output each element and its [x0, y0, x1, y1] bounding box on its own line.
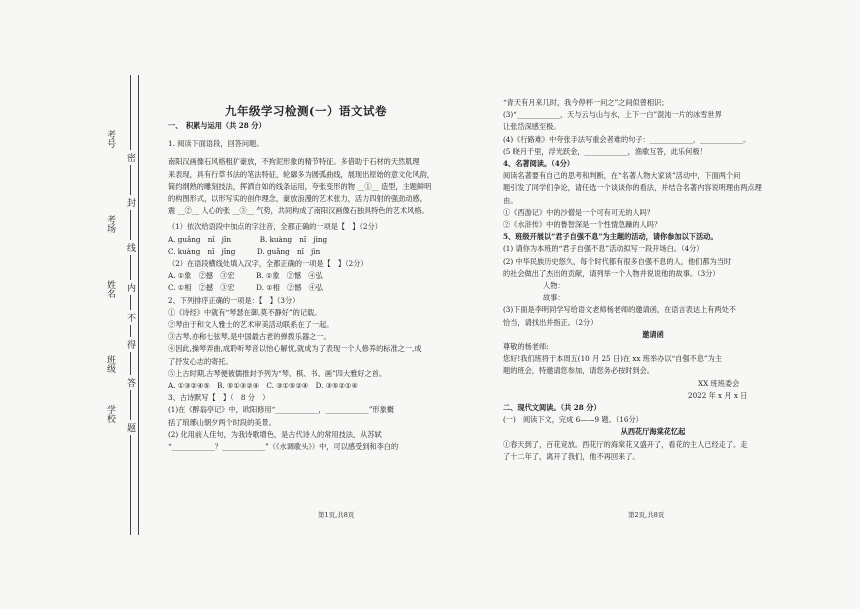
sentence-line: 了抒发心志的寄托。 [168, 356, 233, 366]
binding-line [130, 75, 131, 535]
binding-char: 内 [127, 280, 136, 295]
question-line: 恰当，请找出并指正。（2分） [503, 317, 598, 327]
question-line: ①《西游记》中的沙僧是一个可有可无的人吗？ [503, 207, 654, 217]
sentence-line: ④因此,操琴弄曲,成聆听琴音以怡心解忧,就成为了表现一个人修养的标准之一,成 [168, 344, 422, 354]
binding-label: 考号 [105, 130, 115, 148]
binding-label: 学校 [105, 405, 115, 423]
question-line: (5 晓月千里，浮光跃金，____________，渔歌互答，此乐何极！ [503, 146, 707, 156]
answer-label: 故事： [543, 293, 565, 303]
binding-char: 不 [127, 310, 136, 325]
option-line: C. kuàng nǐ jǐng D. guǎng nǐ jìn [168, 246, 321, 256]
question-line: 让张岱深感至极。 [503, 122, 561, 132]
question-line: (1)在《醉翁亭记》中，欧阳修用“____________，____________”形象概 [168, 405, 394, 415]
passage-line: 南阳汉画像石风格粗犷豪放，不拘泥形象的精节特征。多借助于石材的天然肌理 [168, 157, 420, 167]
option-line: A. guǎng nǐ jǐn B. kuàng nǐ jìng [168, 234, 328, 244]
option-line: C. ①相 ②撼 ③宏 D. ①相 ②憾 ④弘 [168, 283, 323, 293]
question-line: 题引发了同学们争论，请任选一个谈谈你的看法，并结合名著内容说明理由两点理 [503, 183, 762, 193]
letter-title: 邀请函 [642, 329, 664, 339]
letter-signature: XX 班班委会 [698, 378, 740, 388]
exam-title: 九年级学习检测(一）语文试卷 [225, 104, 387, 118]
passage-line: 来表现，具有行草书法的笔法特征，轮廓多为圆弧曲线，展现出原始的意文化风韵， [168, 169, 434, 179]
question-line: (2) 化用前人佳句，为我诗歌增色，是古代诗人的常用技法，从苏轼 [168, 429, 382, 439]
binding-char: 密 [127, 150, 136, 165]
letter-line: 您好!我们班将于本周五(10 月 25 日)在 xx 班举办以“自强不息”为主 [503, 354, 722, 364]
page-footer-right: 第2页,共8页 [628, 511, 665, 519]
article-line: ①春天到了，百花竞放。西花厅的海棠花又盛开了，看花的主人已经走了。走 [503, 439, 748, 449]
sentence-line: ①《诗经》中就有“琴瑟在御,莫不静好”的记载。 [168, 307, 322, 317]
binding-label: 考场 [105, 215, 115, 233]
section-heading: 二、现代文阅读。（共 28 分） [503, 403, 601, 413]
question-line: （1）依次给语段中加点的字注音，全都正确的一项是【 】（2分） [168, 222, 382, 232]
binding-label: 班级 [105, 355, 115, 373]
question-line: (1) 请你为本班的“君子自强不息”活动拟写一段开场白。（4分） [503, 244, 704, 254]
question-heading: 5、班级开展以“君子自强不息”为主题的活动，请你参加以下活动。 [503, 232, 718, 242]
question-line: (3)下面是李明同学写给语文老师杨老师的邀请函，在语言表达上有两处不 [503, 305, 736, 315]
sentence-line: ③古琴,亦称七弦琴,是中国最古老的弹拨乐器之一。 [168, 332, 331, 342]
question-line: ②《水浒传》中的鲁智深是一个性情急躁的人吗？ [503, 220, 662, 230]
question-line: 阅读名著要有自己的思考和判断，在“名著人物大家谈”活动中，下面两个问 [503, 171, 741, 181]
letter-date: 2022 年 x 月 x 日 [688, 390, 748, 400]
question-line: 括了琅琊山朝夕两个时段的美景。 [168, 417, 276, 427]
left-column [168, 120, 488, 453]
question-line: （2）在语段横线处填入汉字，全都正确的一项是【 】（2分） [168, 259, 368, 269]
question-line: 1. 阅读下面语段，回答问题。 [168, 139, 264, 149]
option-line: A. ①象 ②撼 ③宏 B. ①象 ②憾 ④弘 [168, 271, 323, 281]
answer-label: 人物： [543, 281, 565, 291]
question-line: (一) 阅读下文，完成 6——9 题。（16分） [503, 415, 643, 425]
passage-line: 的构图形式，以形写实的创作理念，豪放浪漫的艺术张力，活力四射的强劲动感， [168, 194, 427, 204]
article-title: 从西花厅海棠花忆起 [620, 427, 686, 437]
passage-line: 简约纲熟的雕刻技法，挥洒自如的线条运用，夸张变形的物 __①__ 造型，主题鲜明 [168, 181, 432, 191]
sentence-line: ⑤上古时期,古琴便被儒推封予列为“琴、棋、书、画”四大雅好之首。 [168, 368, 387, 378]
binding-line [138, 75, 139, 535]
question-line: “____________？____________”（《水调歌头》）中，可以感受到和李白的 [168, 442, 399, 452]
question-heading: 4、名著阅读。（4分） [503, 159, 575, 169]
section-heading: 一、 积累与运用（共 28 分） [168, 121, 266, 130]
binding-margin [105, 75, 146, 535]
letter-line: 题的班会，特邀请您参加，请您务必按时到会。 [503, 366, 654, 376]
right-column [503, 97, 803, 463]
option-line: A. ①③②④⑤ B. ⑤①③②④ C. ③①⑤②④ D. ③⑤②①④ [168, 381, 358, 391]
page-footer-left: 第1页,共8页 [318, 511, 355, 519]
question-line: (4)《行路难》中夸张手法写重会者难的句子：____________，____________。 [503, 134, 751, 144]
question-line: 的社会做出了杰出的贡献，请列举一个人物并说说他的故事。（3分） [503, 268, 720, 278]
question-line: (3)“____________，天与云与山与水，上下一白”混沌一片的冰雪世界 [503, 110, 722, 120]
passage-line: 震 __②__ 人心的张 __③__ 气势，共同构成了南阳汉画像石独具特色的艺术风格。 [168, 206, 429, 216]
question-line: 由。 [503, 195, 518, 205]
binding-char: 封 [127, 195, 136, 210]
binding-label: 姓名 [105, 280, 115, 298]
letter-line: 尊敬的杨老师: [503, 342, 549, 352]
question-line: (2) 中华民族历史悠久，每个时代都有很多自强不息的人，他们都为当时 [503, 256, 732, 266]
article-line: 了十二年了，离开了我们，他不再回来了。 [503, 451, 640, 461]
sentence-line: ②琴由于和文人雅士的艺术审美活动联系在了一起。 [168, 320, 334, 330]
question-line: “青天有月来几时，我今停杯一问之”之间似曾相识； [503, 98, 669, 107]
question-line: 2、下列排序正确的一项是：【 】（3分） [168, 295, 300, 305]
binding-char: 答 [127, 375, 136, 390]
binding-char: 得 [127, 337, 136, 352]
binding-char: 线 [127, 240, 136, 255]
binding-char: 题 [127, 420, 136, 435]
question-line: 3、古诗默写【 】（ 8 分 ） [168, 393, 270, 403]
